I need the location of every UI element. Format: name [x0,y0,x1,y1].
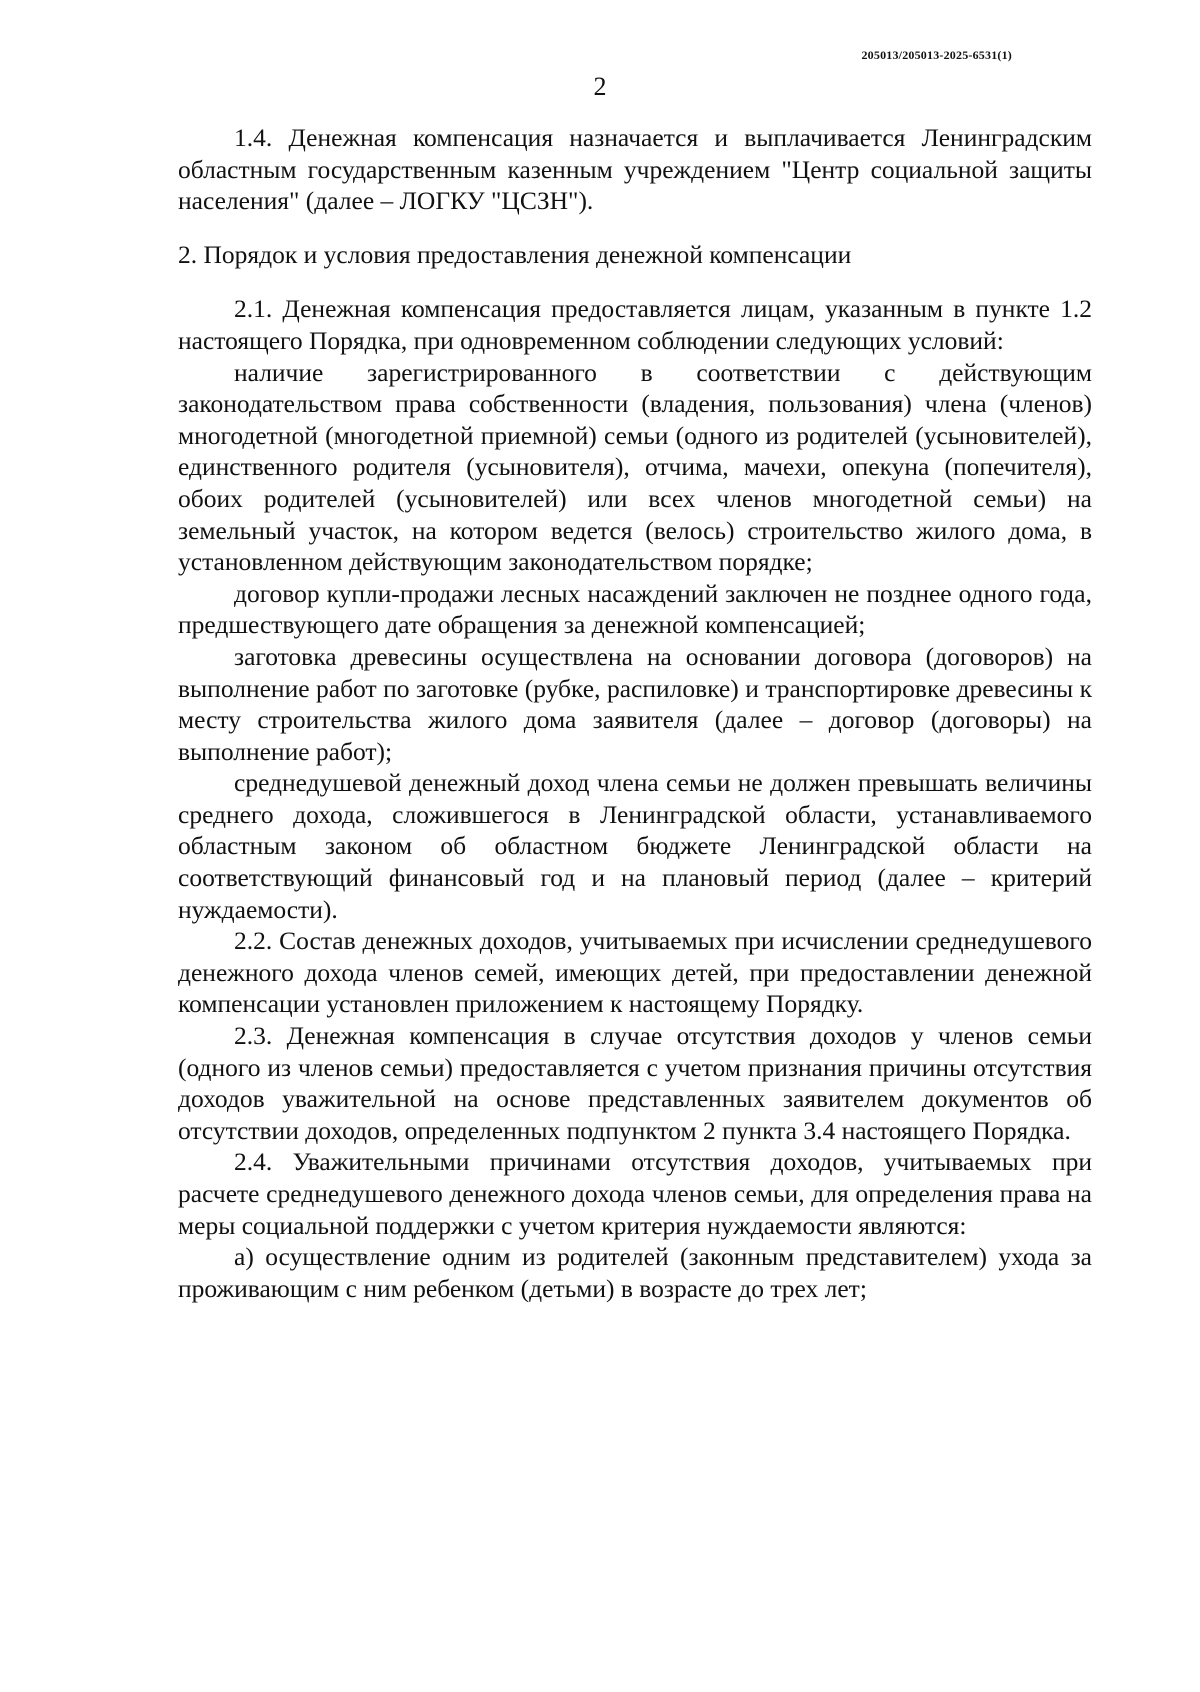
paragraph-2-3: 2.3. Денежная компенсация в случае отсутствия доходов у членов семьи (одного из членов семьи) предоставляется с учетом признания причины отсутствия доходов уважительной на основе представленных заявителем документов об отсутствии доходов, определенных подпунктом 2 пункта 3.4 настоящего Порядка. [178,1021,1092,1145]
section-heading-2: 2. Порядок и условия предоставления денежной компенсации [178,239,852,269]
condition-timber-harvesting: заготовка древесины осуществлена на основании договора (договоров) на выполнение работ по заготовке (рубке, распиловке) и транспортировке древесины к месту строительства жилого дома заявителя (далее – договор (договоры) на выполнение работ); [178,641,1092,766]
document-body [178,122,1092,1304]
condition-purchase-contract: договор купли-продажи лесных насаждений заключен не позднее одного года, предшествующего дате обращения за денежной компенсацией; [178,578,1092,640]
document-id: 205013/205013-2025-6531(1) [861,48,1012,62]
paragraph-2-4-a: а) осуществление одним из родителей (законным представителем) ухода за проживающим с ним ребенком (детьми) в возрасте до трех лет; [178,1242,1092,1303]
paragraph-1-4: 1.4. Денежная компенсация назначается и выплачивается Ленинградским областным государственным казенным учреждением "Центр социальной защиты населения" (далее – ЛОГКУ "ЦСЗН"). [178,123,1092,216]
paragraph-2-2: 2.2. Состав денежных доходов, учитываемых при исчислении среднедушевого денежного дохода членов семей, имеющих детей, при предоставлении денежной компенсации установлен приложением к настоящему Порядку. [178,926,1092,1019]
paragraph-2-1: 2.1. Денежная компенсация предоставляется лицам, указанным в пункте 1.2 настоящего Порядка, при одновременном соблюдении следующих условий: [178,294,1092,355]
paragraph-2-4: 2.4. Уважительными причинами отсутствия доходов, учитываемых при расчете среднедушевого денежного дохода членов семьи, для определения права на меры социальной поддержки с учетом критерия нуждаемости являются: [178,1147,1092,1240]
condition-income-criterion: среднедушевой денежный доход члена семьи не должен превышать величины среднего дохода, сложившегося в Ленинградской области, устанавливаемого областным законом об областном бюджете Ленинградской области на соответствующий финансовый год и на плановый период (далее – критерий нуждаемости). [178,768,1092,924]
page-number: 2 [593,72,607,101]
condition-land-ownership: наличие зарегистрированного в соответствии с действующим законодательством права собственности (владения, пользования) члена (членов) многодетной (многодетной приемной) семьи (одного из родителей (усыновителей), единственного родителя (усыновителя), отчима, мачехи, опекуна (попечителя), обоих родителей (усыновителей) или всех членов многодетной семьи) на земельный участок, на котором ведется (велось) строительство жилого дома, в установленном действующим законодательством порядке; [178,357,1092,577]
